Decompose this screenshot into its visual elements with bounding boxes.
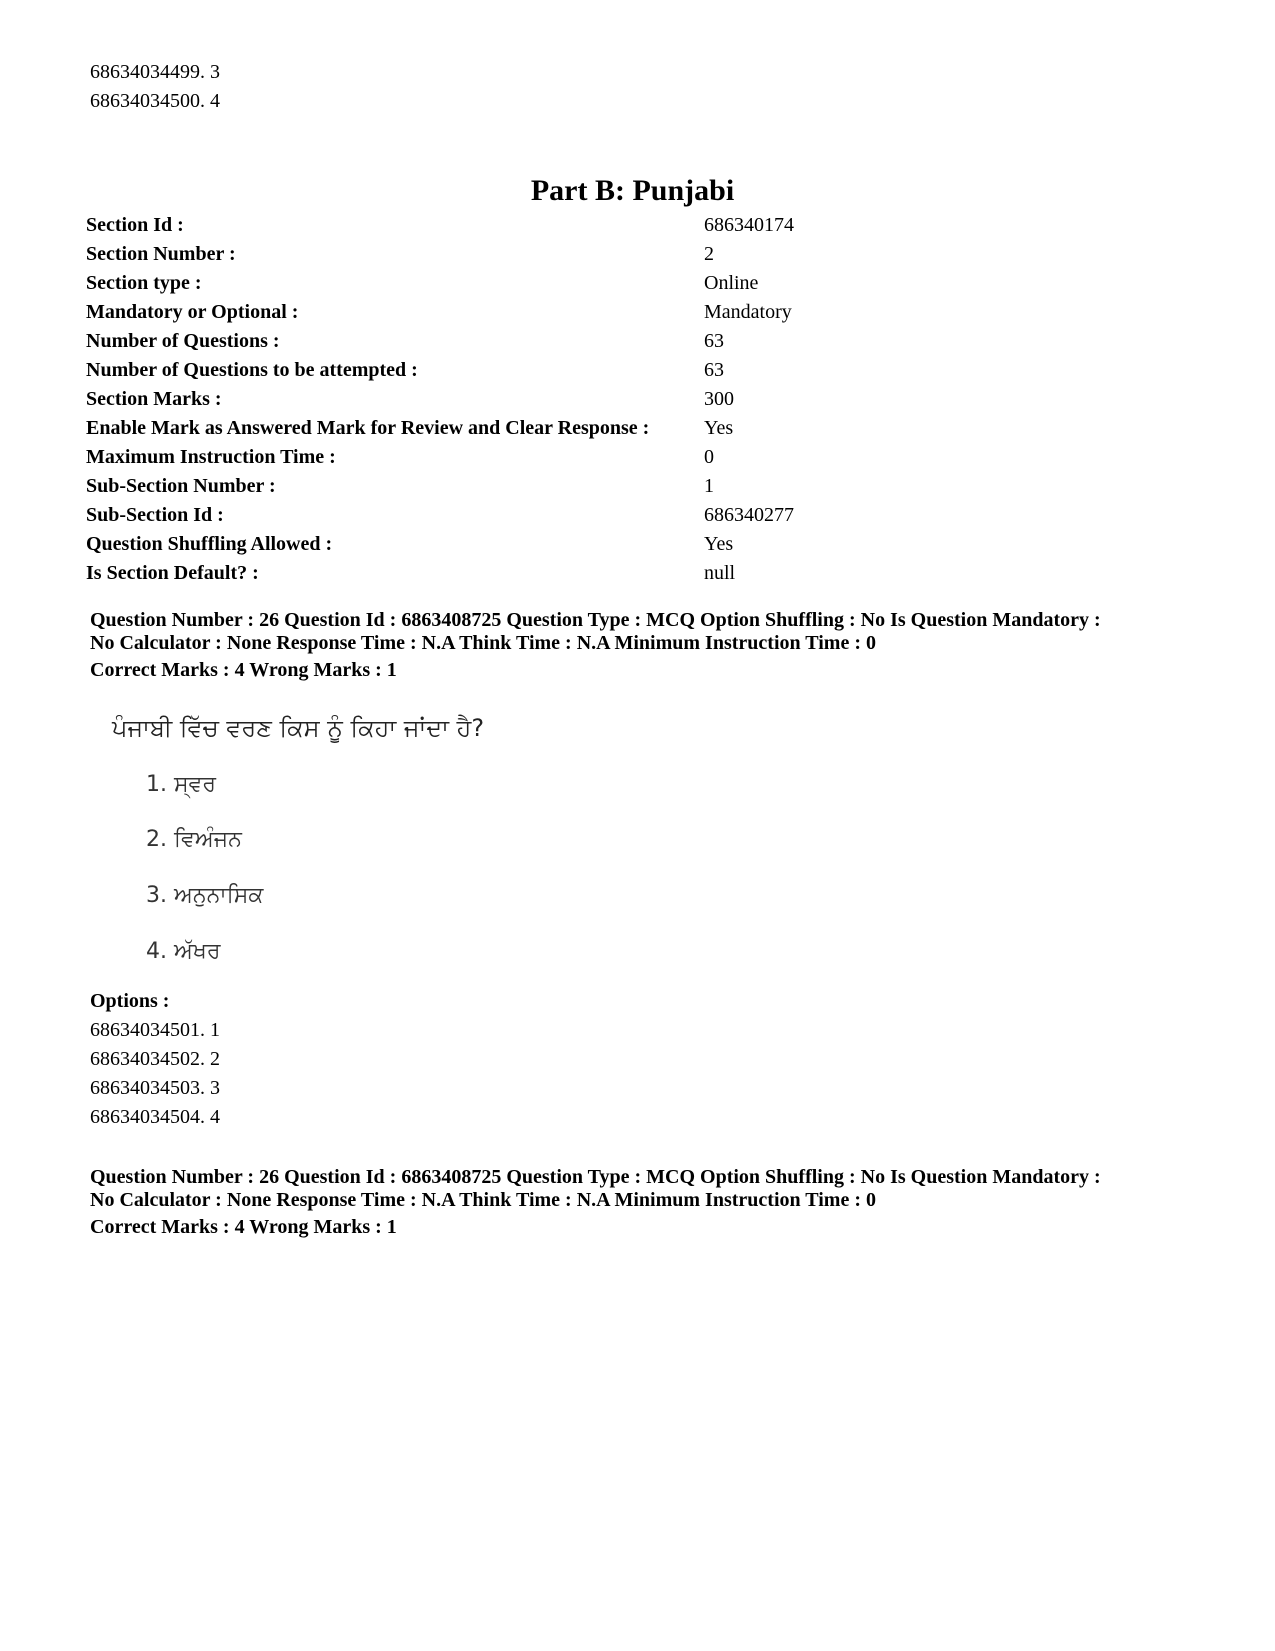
section-label: Section Id :: [86, 214, 184, 236]
previous-option-item: 68634034500. 4: [90, 90, 220, 112]
options-list: [90, 1016, 220, 1132]
section-label: Number of Questions :: [86, 330, 280, 352]
option-item: 68634034504. 4: [90, 1106, 220, 1128]
section-value: Yes: [704, 533, 734, 555]
options-title: Options :: [90, 990, 170, 1012]
option-item: 68634034502. 2: [90, 1048, 220, 1070]
section-label: Is Section Default? :: [86, 562, 259, 584]
section-label: Maximum Instruction Time :: [86, 446, 336, 468]
section-label: Section Marks :: [86, 388, 222, 410]
question-choice: 2. ਵਿਅੰਜਨ: [146, 827, 242, 852]
section-label: Mandatory or Optional :: [86, 301, 299, 323]
section-value: Mandatory: [704, 301, 792, 323]
option-item: 68634034503. 3: [90, 1077, 220, 1099]
question-stem: ਪੰਜਾਬੀ ਵਿੱਚ ਵਰਣ ਕਿਸ ਨੂੰ ਕਿਹਾ ਜਾਂਦਾ ਹੈ?: [112, 714, 485, 742]
part-title-text: Part B: Punjabi: [530, 174, 735, 207]
question-choice: 1. ਸ੍ਵਰ: [146, 772, 217, 797]
section-value: Yes: [704, 417, 734, 439]
section-label: Sub-Section Id :: [86, 504, 224, 526]
section-label: Section Number :: [86, 243, 236, 265]
section-label: Sub-Section Number :: [86, 475, 276, 497]
option-item: 68634034501. 1: [90, 1019, 220, 1041]
section-label: Enable Mark as Answered Mark for Review and Clear Response :: [86, 417, 650, 439]
section-value: 0: [704, 446, 714, 468]
question-header-line: No Calculator : None Response Time : N.A Think Time : N.A Minimum Instruction Time : 0: [90, 1189, 876, 1211]
section-label: Section type :: [86, 272, 202, 294]
section-value: Online: [704, 272, 759, 294]
question-choice: 4. ਅੱਖਰ: [146, 939, 221, 964]
previous-options-list: [90, 58, 220, 116]
question-header: [90, 1166, 1200, 1212]
section-value: 63: [704, 330, 724, 352]
question-marks: Correct Marks : 4 Wrong Marks : 1: [90, 659, 397, 681]
question-choice: 3. ਅਨੁਨਾਸਿਕ: [146, 883, 264, 908]
previous-option-item: 68634034499. 3: [90, 61, 220, 83]
question-header-line: Question Number : 26 Question Id : 6863408725 Question Type : MCQ Option Shuffling : No Is Question Mandatory :: [90, 609, 1101, 631]
question-marks: Correct Marks : 4 Wrong Marks : 1: [90, 1216, 397, 1238]
section-value: null: [704, 562, 736, 584]
section-value: 686340174: [704, 214, 794, 236]
question-header: [90, 609, 1200, 655]
section-value: 1: [704, 475, 714, 497]
section-value: 300: [704, 388, 734, 410]
section-label: Question Shuffling Allowed :: [86, 533, 333, 555]
question-header-line: No Calculator : None Response Time : N.A Think Time : N.A Minimum Instruction Time : 0: [90, 632, 876, 654]
section-value: 63: [704, 359, 724, 381]
question-header-line: Question Number : 26 Question Id : 6863408725 Question Type : MCQ Option Shuffling : No Is Question Mandatory :: [90, 1166, 1101, 1188]
section-value: 2: [704, 243, 714, 265]
question-image: [112, 714, 572, 1023]
part-title: [0, 174, 1275, 208]
section-value: 686340277: [704, 504, 794, 526]
section-label: Number of Questions to be attempted :: [86, 359, 418, 381]
